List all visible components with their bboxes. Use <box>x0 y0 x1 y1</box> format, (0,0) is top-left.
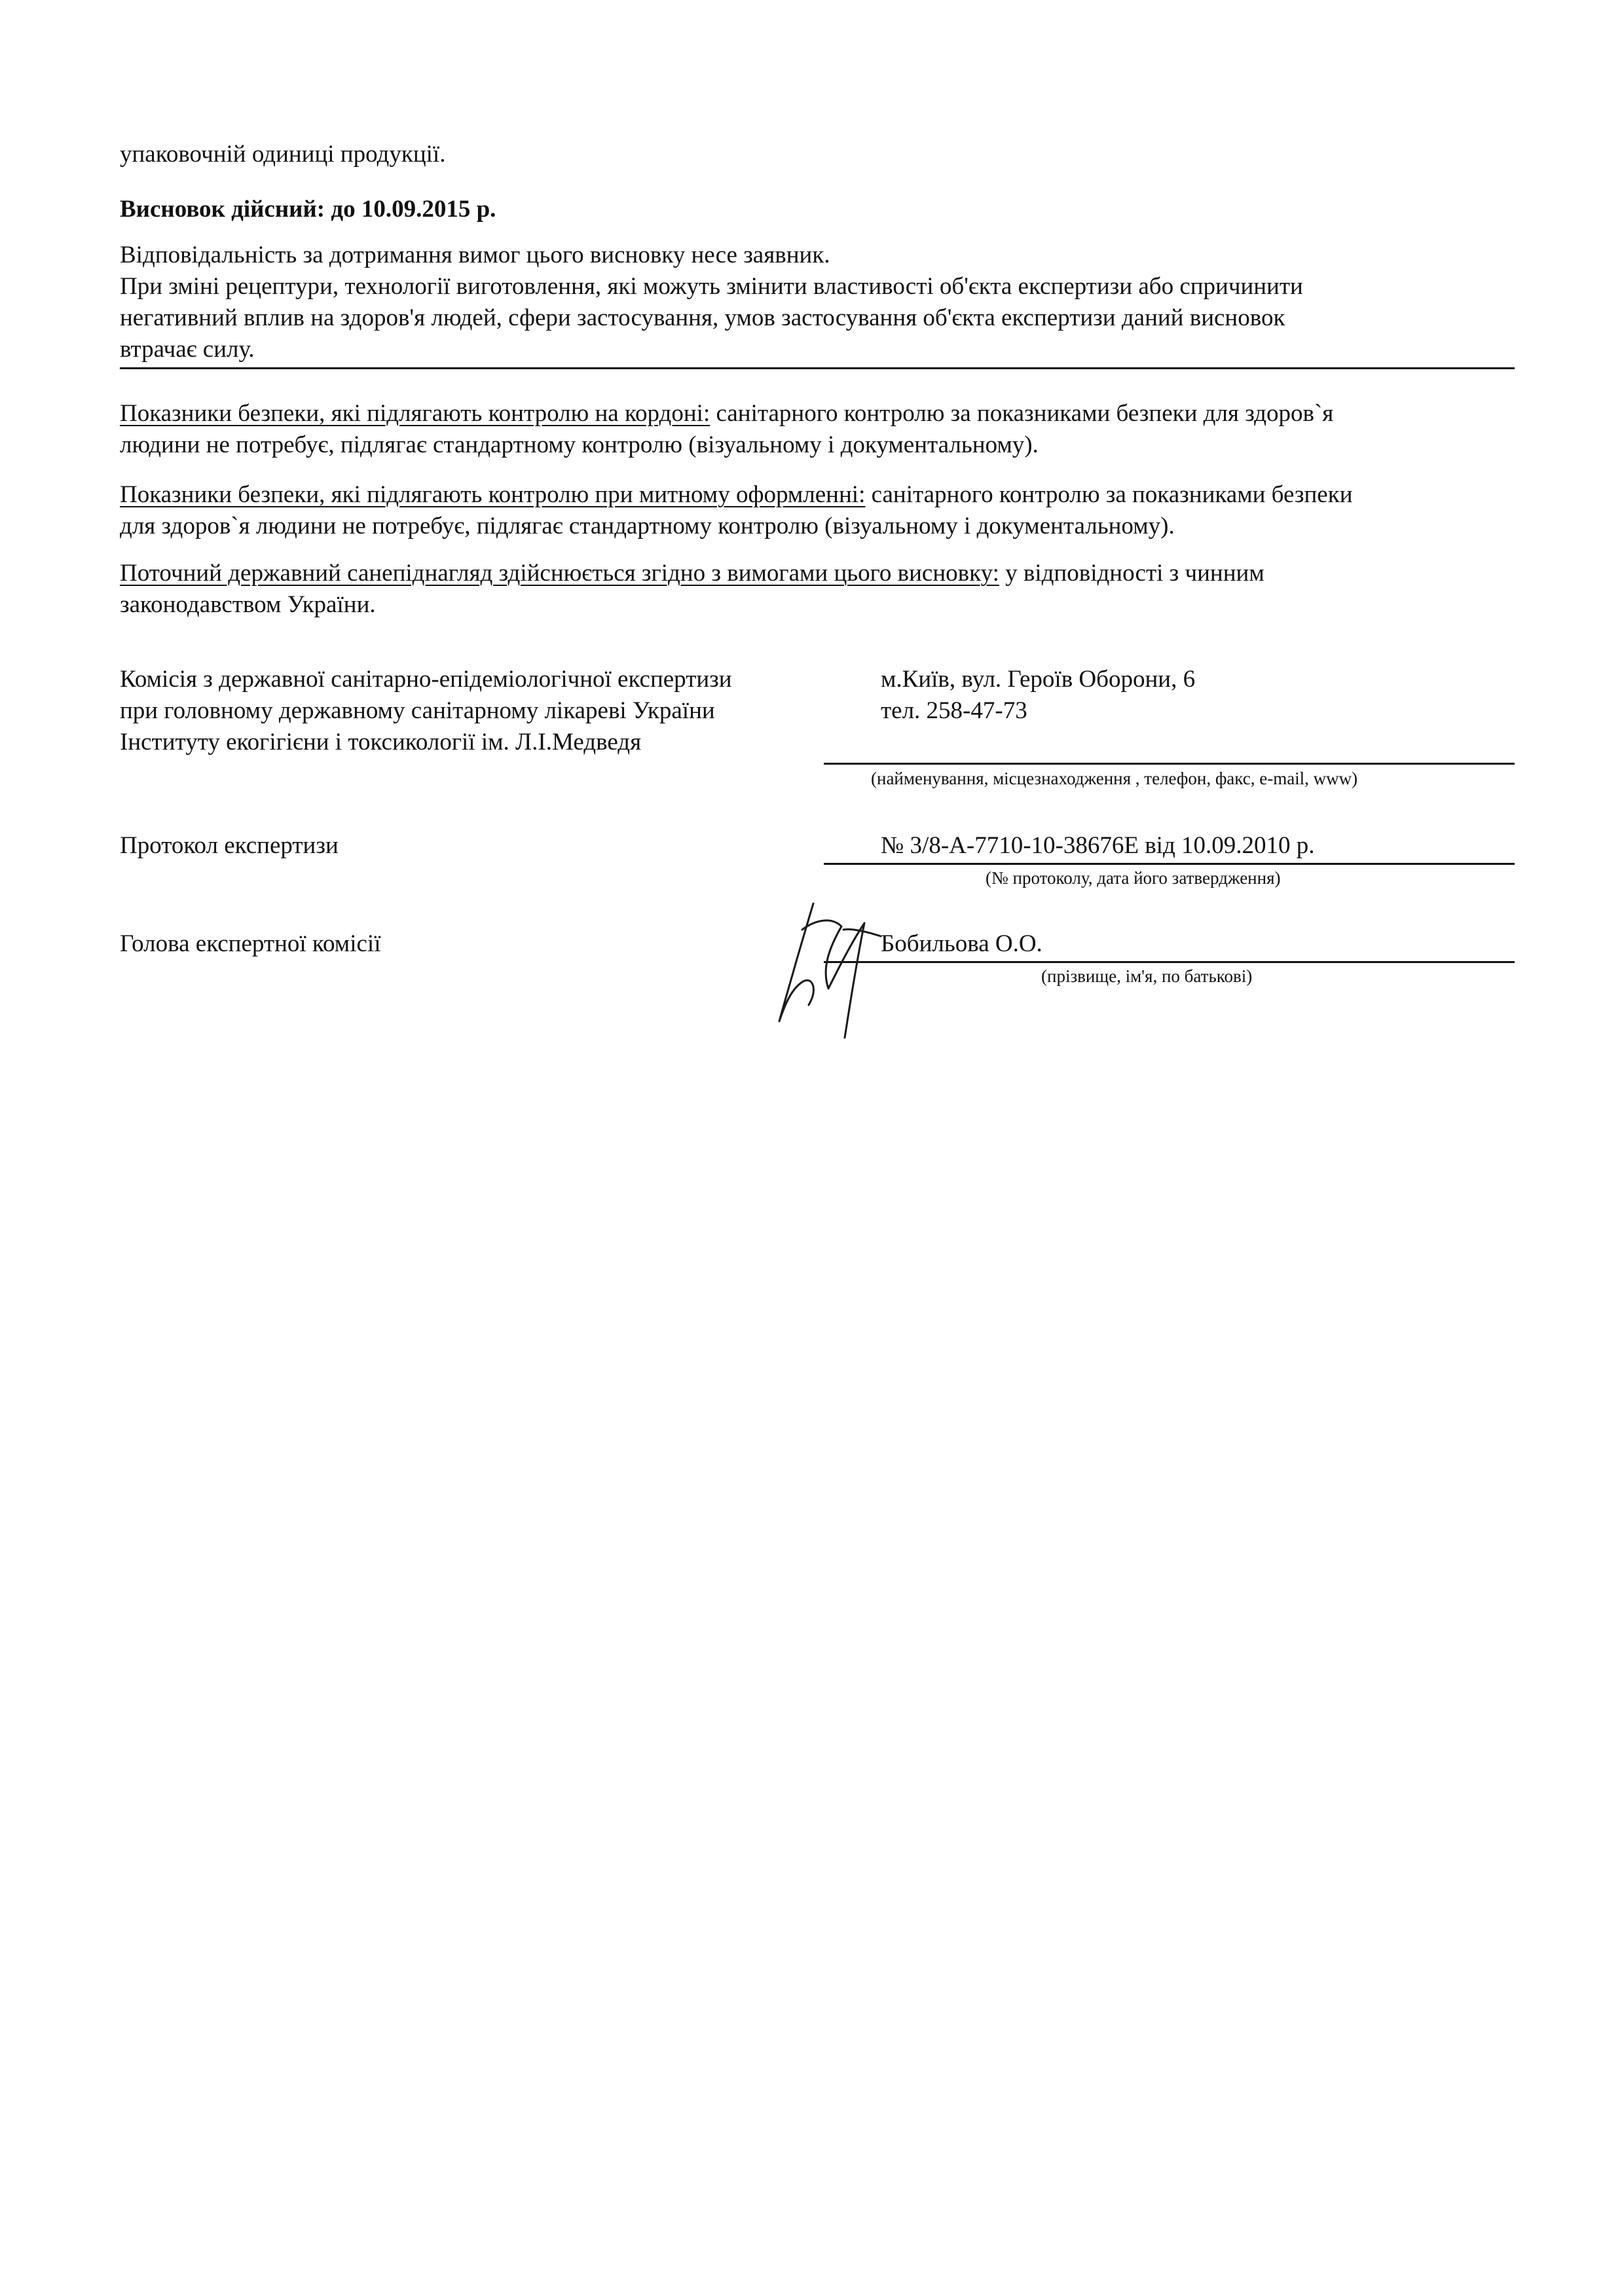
head-caption: (прізвище, ім'я, по батькові) <box>1041 966 1253 986</box>
border-control-line-2: людини не потребує, підлягає стандартному контролю (візуальному і документальному). <box>120 431 1039 458</box>
responsibility-line-3: негативний вплив на здоров'я людей, сфери застосування, умов застосування об'єкта експертизи даний висновок <box>120 304 1285 331</box>
customs-control-text: санітарного контролю за показниками безпеки <box>865 481 1353 508</box>
commission-caption: (найменування, місцезнаходження , телефон, факс, e-mail, www) <box>871 769 1358 788</box>
validity-date: до 10.09.2015 р. <box>331 196 496 223</box>
commission-line-3: Інституту екогігієни і токсикології ім. Л.І.Медведя <box>120 729 642 756</box>
section-divider <box>120 367 1515 369</box>
border-control-text: санітарного контролю за показниками безпеки для здоров`я <box>710 400 1334 427</box>
validity-line <box>120 194 496 225</box>
supervision-line-2: законодавством України. <box>120 591 376 618</box>
responsibility-line-2: При зміні рецептури, технології виготовлення, які можуть змінити властивості об'єкта експертизи або спричинити <box>120 273 1303 300</box>
continued-text: упаковочній одиниці продукції. <box>120 141 446 168</box>
supervision-line-1 <box>120 558 1264 589</box>
protocol-caption: (№ протоколу, дата його затвердження) <box>986 868 1281 888</box>
commission-rule <box>824 763 1515 765</box>
commission-line-1: Комісія з державної санітарно-епідеміологічної експертизи <box>120 666 732 693</box>
protocol-number: № 3/8-А-7710-10-38676Е від 10.09.2010 р. <box>881 832 1315 859</box>
customs-control-line-1 <box>120 479 1353 511</box>
protocol-label: Протокол експертизи <box>120 832 339 859</box>
protocol-rule <box>824 863 1515 865</box>
head-label: Голова експертної комісії <box>120 930 381 957</box>
head-rule <box>824 961 1515 963</box>
head-name: Бобильова О.О. <box>881 930 1043 957</box>
border-control-line-1 <box>120 398 1333 429</box>
signature <box>766 890 897 1041</box>
supervision-text: у відповідності з чинним <box>999 560 1264 587</box>
validity-label: Висновок дійсний: <box>120 196 325 223</box>
responsibility-line-1: Відповідальність за дотримання вимог цього висновку несе заявник. <box>120 242 830 268</box>
commission-phone: тел. 258-47-73 <box>881 697 1027 724</box>
customs-control-label: Показники безпеки, які підлягають контролю при митному оформленні: <box>120 481 866 508</box>
commission-address: м.Київ, вул. Героїв Оборони, 6 <box>881 666 1196 693</box>
customs-control-line-2: для здоров`я людини не потребує, підлягає стандартному контролю (візуальному і документальному). <box>120 513 1175 539</box>
supervision-label: Поточний державний санепіднагляд здійснюється згідно з вимогами цього висновку: <box>120 560 999 587</box>
responsibility-line-4: втрачає силу. <box>120 336 255 363</box>
commission-line-2: при головному державному санітарному лікареві України <box>120 697 715 724</box>
border-control-label: Показники безпеки, які підлягають контролю на кордоні: <box>120 400 710 427</box>
